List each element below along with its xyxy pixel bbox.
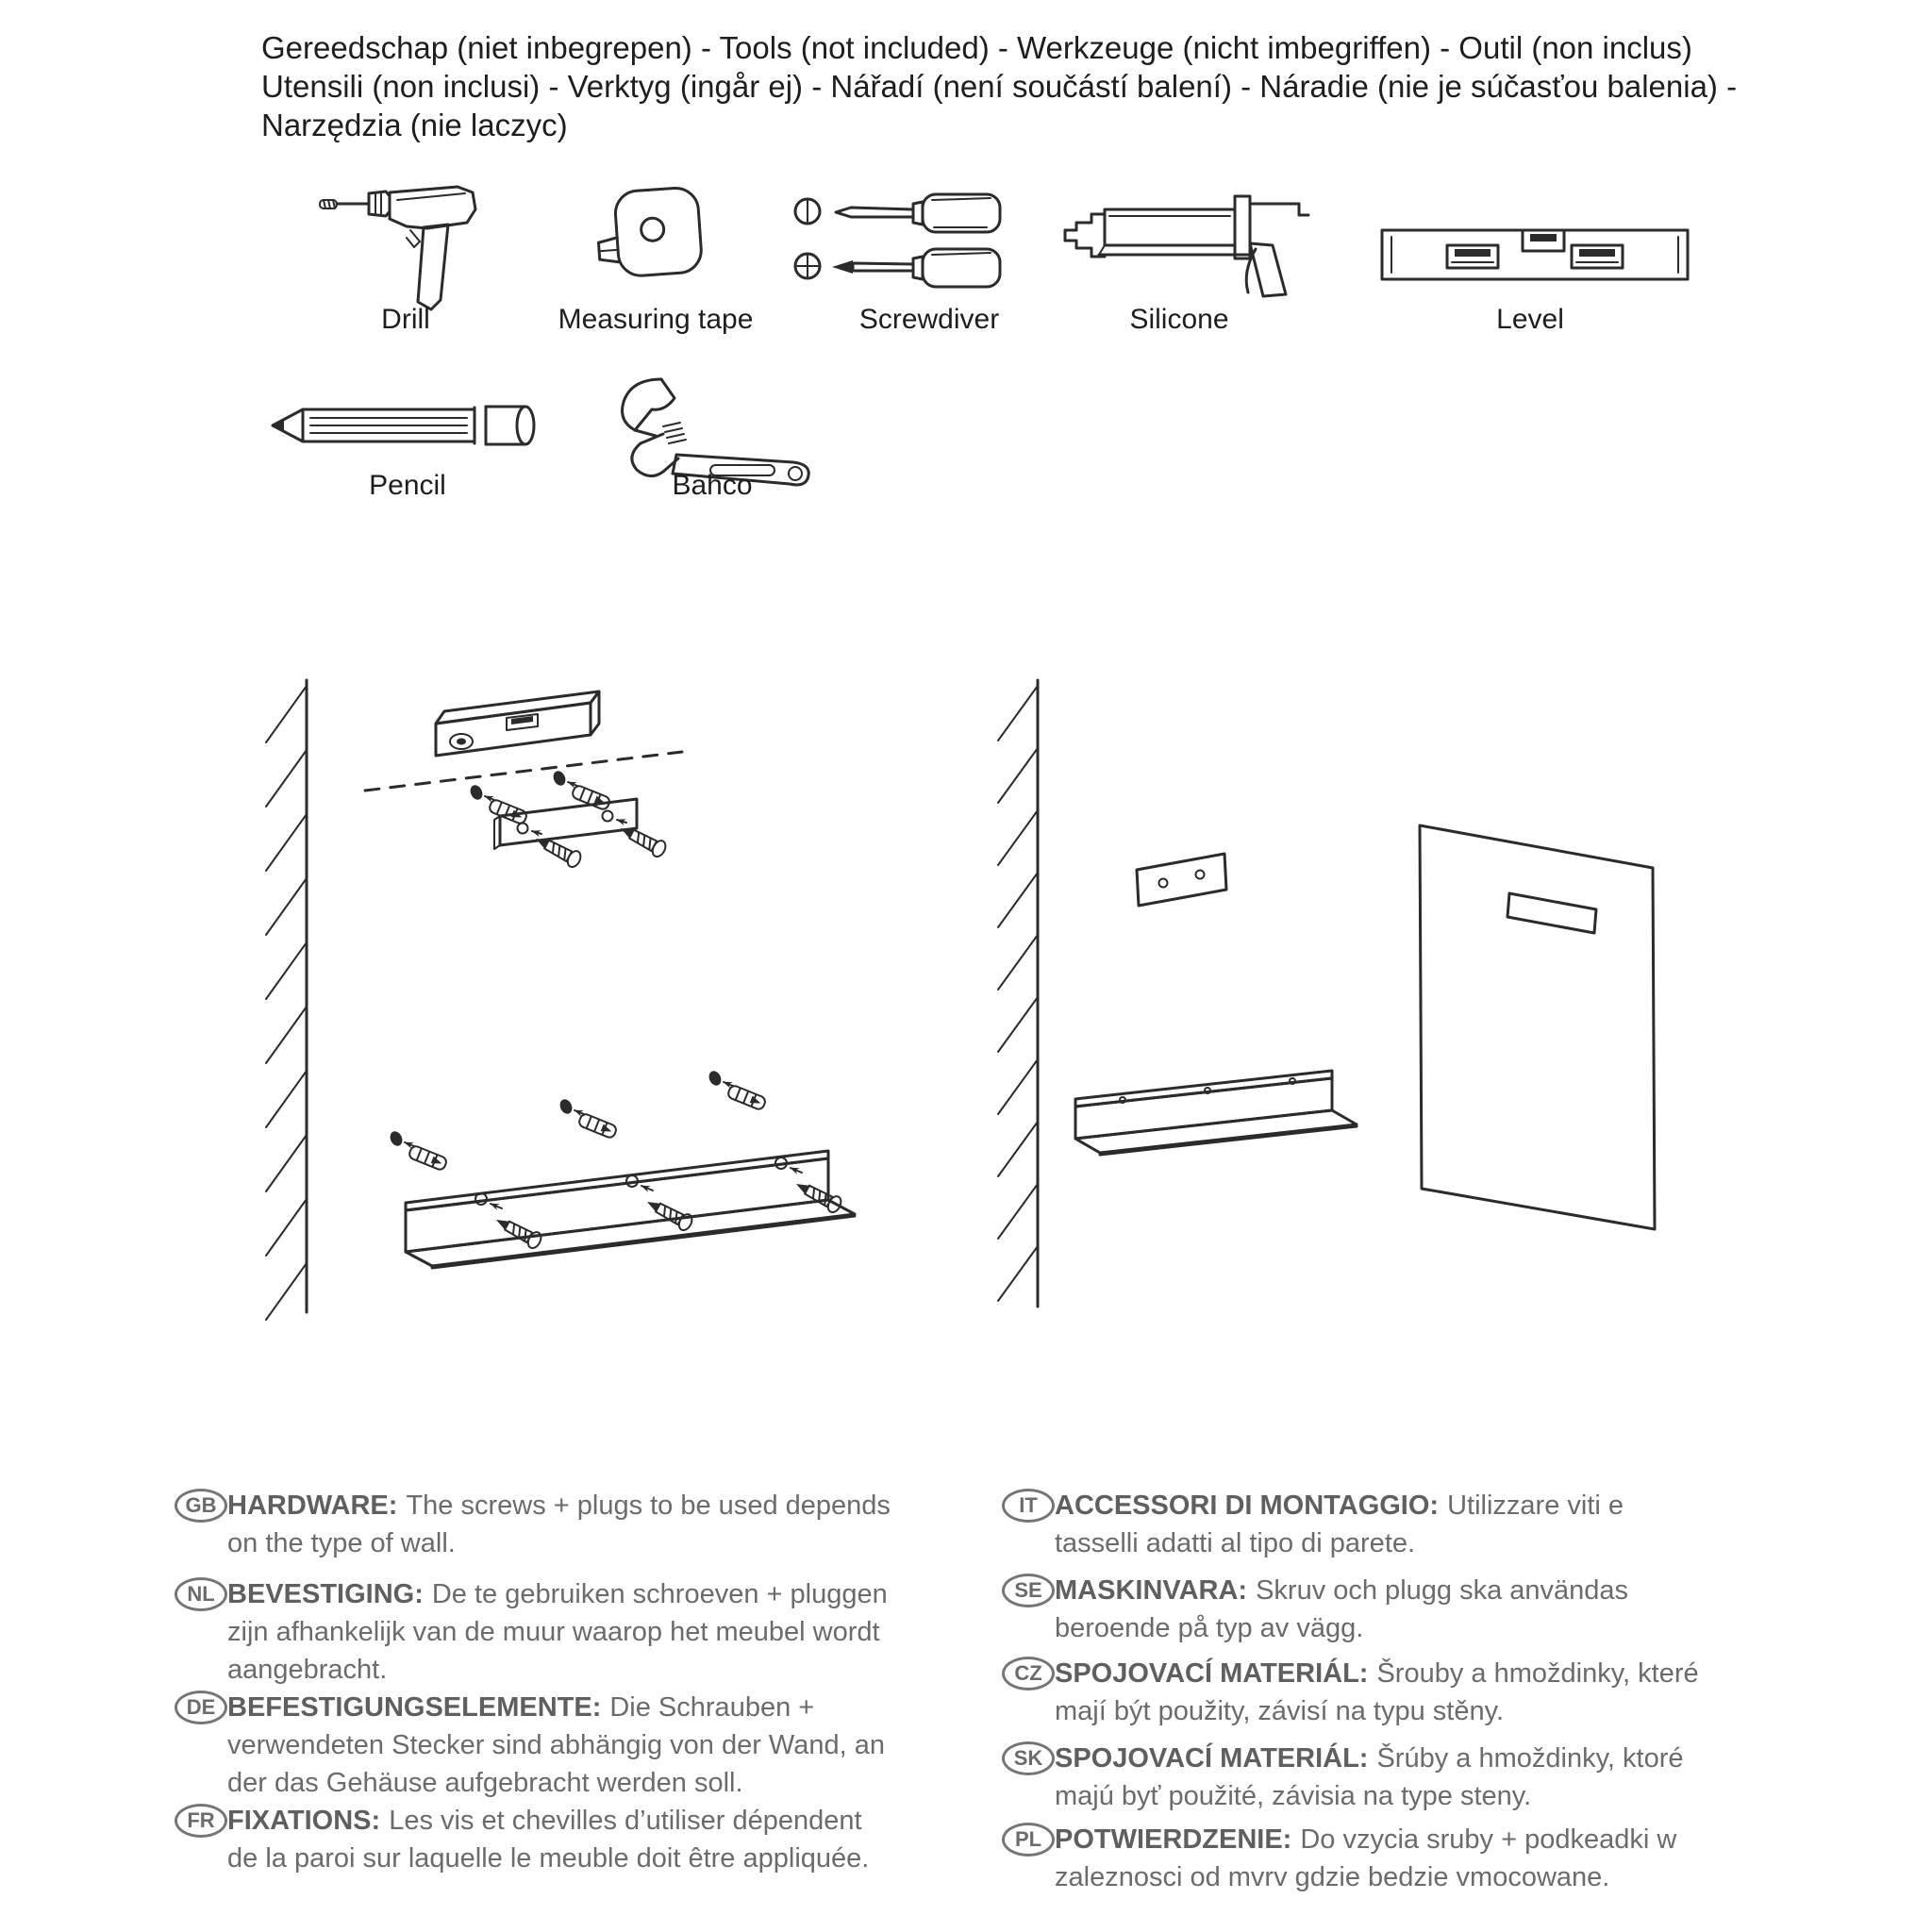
note-sk-body: Šrúby a hmoždinky, ktoré majú byť použité, závisia na type steny.: [1055, 1743, 1684, 1811]
note-sk-text: [1055, 1740, 1706, 1815]
tool-label-pencil: Pencil: [369, 470, 446, 501]
note-sk: [1002, 1740, 1785, 1815]
tool-label-drill: Drill: [381, 304, 430, 335]
note-de-title: BEFESTIGUNGSELEMENTE:: [227, 1692, 602, 1723]
note-fr-body: Les vis et chevilles d’utiliser dépendent de la paroi sur laquelle le meuble doit être appliquée.: [227, 1806, 870, 1874]
level-icon: [1379, 225, 1690, 283]
page-title: [261, 28, 1752, 144]
note-it-text: [1055, 1487, 1706, 1562]
note-fr-text: [227, 1802, 892, 1877]
note-de-body: Die Schrauben + verwendeten Stecker sind abhängig von der Wand, an der das Gehäuse aufgebracht werden soll.: [227, 1692, 885, 1798]
language-badge-it: IT: [1002, 1489, 1055, 1523]
language-badge-fr: FR: [175, 1804, 227, 1838]
note-fr-title: FIXATIONS:: [227, 1806, 381, 1836]
note-it-title: ACCESSORI DI MONTAGGIO:: [1055, 1491, 1440, 1521]
note-se-title: MASKINVARA:: [1055, 1575, 1248, 1606]
silicone-gun-icon: [1061, 185, 1340, 303]
note-it-body: Utilizzare viti e tasselli adatti al tipo di parete.: [1055, 1491, 1624, 1558]
screwdriver-icon: [792, 187, 1033, 291]
note-cz-body: Šrouby a hmoždinky, které mají být použity, závisí na typu stěny.: [1055, 1658, 1699, 1726]
note-gb: [175, 1487, 986, 1562]
drill-icon: [316, 181, 495, 323]
language-badge-sk: SK: [1002, 1741, 1055, 1775]
note-gb-title: HARDWARE:: [227, 1491, 398, 1521]
language-badge-cz: CZ: [1002, 1657, 1055, 1690]
language-badge-pl: PL: [1002, 1823, 1055, 1857]
note-nl-title: BEVESTIGING:: [227, 1579, 424, 1609]
pencil-icon: [269, 396, 557, 451]
note-nl-body: De te gebruiken schroeven + pluggen zijn afhankelijk van de muur waarop het meubel wordt aangebracht.: [227, 1579, 888, 1685]
note-it: [1002, 1487, 1785, 1562]
note-sk-title: SPOJOVACÍ MATERIÁL:: [1055, 1743, 1369, 1774]
note-pl-title: POTWIERDZENIE:: [1055, 1824, 1292, 1855]
note-de: [175, 1689, 986, 1802]
language-badge-nl: NL: [175, 1577, 227, 1611]
note-se-body: Skruv och plugg ska användas beroende på typ av vägg.: [1055, 1575, 1629, 1643]
note-cz-text: [1055, 1655, 1706, 1730]
title-line-2: Utensili (non inclusi) - Verktyg (ingår ej) - Nářadí (není součástí balení) - Náradie (nie je súčasťou balenia) -: [261, 69, 1738, 104]
note-gb-body: The screws + plugs to be used depends on the type of wall.: [227, 1491, 891, 1558]
language-badge-se: SE: [1002, 1574, 1055, 1607]
note-de-text: [227, 1689, 892, 1802]
tool-label-measuring-tape: Measuring tape: [558, 304, 754, 335]
language-badge-de: DE: [175, 1690, 227, 1724]
measuring-tape-icon: [585, 182, 726, 291]
title-line-3: Narzędzia (nie laczyc): [261, 108, 568, 142]
note-gb-text: [227, 1487, 892, 1562]
assembly-diagram-marking-and-rail: [255, 675, 877, 1325]
note-pl-body: Do vzycia sruby + podkeadki w zaleznosci od mvrv gdzie bedzie vmocowane.: [1055, 1824, 1677, 1892]
note-fr: [175, 1802, 986, 1877]
assembly-diagram-rail-and-panel: [981, 675, 1698, 1335]
note-nl: [175, 1575, 986, 1689]
note-cz: [1002, 1655, 1785, 1730]
tool-label-level: Level: [1496, 304, 1564, 335]
note-nl-text: [227, 1575, 892, 1689]
title-line-1: Gereedschap (niet inbegrepen) - Tools (not included) - Werkzeuge (nicht imbegriffen) - Outil (non inclus): [261, 30, 1692, 65]
tool-label-silicone: Silicone: [1129, 304, 1229, 335]
note-pl-text: [1055, 1821, 1706, 1896]
note-cz-title: SPOJOVACÍ MATERIÁL:: [1055, 1658, 1369, 1689]
note-se: [1002, 1572, 1785, 1647]
language-badge-gb: GB: [175, 1489, 227, 1523]
note-se-text: [1055, 1572, 1706, 1647]
tool-label-screwdriver: Screwdiver: [858, 304, 1000, 335]
tool-label-bahco: Bahco: [672, 470, 753, 501]
note-pl: [1002, 1821, 1785, 1896]
